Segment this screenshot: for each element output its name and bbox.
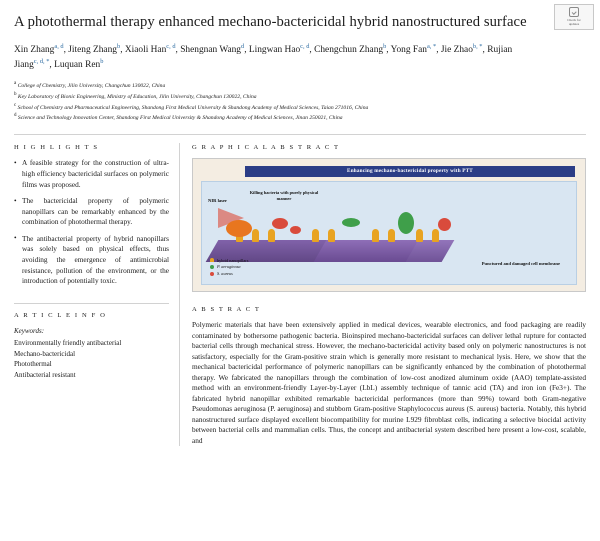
highlight-item: • The bactericidal property of polymeric nanopillars can be remarkably enhanced by the combination of photothermal therapy. (14, 196, 169, 228)
affiliation: a College of Chemistry, Jilin University, Changchun 130022, China (14, 80, 166, 89)
s-aureus-icon (290, 226, 301, 234)
author[interactable]: Jiteng Zhang$^b$ (68, 42, 121, 55)
author[interactable]: Luquan Ren$^b$ (54, 58, 104, 71)
highlight-item: • The antibacterial property of hybrid nanopillars was solely based on physical effects, thus avoiding the emergence of antimicrobial resistance, pollution of the environment, or the introduction of potentially toxic. (14, 234, 169, 287)
right-column (180, 143, 586, 446)
crossmark-line1: Check for (567, 18, 581, 22)
keywords-block (14, 326, 169, 381)
affiliation-list (14, 80, 586, 124)
keyword-item: Photothermal (14, 360, 52, 369)
crossmark-line2: updates (568, 22, 580, 27)
figure-canvas (201, 181, 577, 285)
nir-laser-label: NIR laser (208, 198, 228, 204)
figure-banner: Enhancing mechano-bactericidal property with PTT (245, 166, 575, 177)
affiliation: b Key Laboratory of Bionic Engineering, Ministry of Education, Jilin University, Changchun 130022, China (14, 91, 257, 100)
affiliation: d Science and Technology Innovation Center, Shandong First Medical University & Shandong Academy of Medical Sciences, Jinan 250021, China (14, 113, 343, 122)
keyword-item: Environmentally friendly antibacterial (14, 339, 122, 348)
two-column-body (14, 143, 586, 446)
nanopillar-icon (388, 229, 395, 242)
abstract-heading: A B S T R A C T (192, 306, 261, 314)
substrate-slab-secondary (314, 240, 455, 262)
nanopillar-icon (252, 229, 259, 242)
header-divider (14, 134, 586, 135)
affiliation: c School of Chemistry and Pharmaceutical Engineering, Shandong First Medical University & Shandong Academy of Medical Sciences, Taian 271016, China (14, 102, 369, 111)
crossmark-badge[interactable] (554, 4, 594, 30)
nanopillar-icon (312, 229, 319, 242)
figure-legend (210, 258, 248, 279)
crossmark-icon (569, 7, 579, 17)
s-aureus-icon (272, 218, 288, 229)
p-aeruginosa-swatch-icon (210, 265, 214, 269)
author[interactable]: Rujian Jiang$^{c, d, *}$ (14, 44, 513, 71)
author[interactable]: Xin Zhang$^{a, d}$ (14, 42, 64, 55)
left-column-divider (14, 303, 169, 304)
author[interactable]: Jie Zhao$^{b, *}$ (440, 42, 483, 55)
killing-bacteria-label: Killing bacteria with purely physical manner (249, 190, 319, 202)
legend-item: S. aureus (210, 271, 248, 277)
author[interactable]: Lingwan Hao$^{c, d}$ (248, 42, 310, 55)
nanopillar-icon (432, 229, 439, 242)
author[interactable]: Yong Fan$^{a, *}$ (390, 42, 437, 55)
heated-region-icon (226, 220, 252, 237)
keywords-label: Keywords: (14, 326, 45, 335)
p-aeruginosa-icon (398, 212, 414, 234)
s-aureus-icon (438, 218, 451, 231)
graphical-abstract-heading: G R A P H I C A L A B S T R A C T (192, 144, 340, 152)
author-list: Xin Zhang$^{a, d}$, Jiteng Zhang$^b$, Xiaoli Han$^{c, d}$, Shengnan Wang$^d$, Lingwan Hao$^{c, d}$, Chengchun Zhang$^b$, Yong Fan$^{a, *}$, Jie Zhao$^{b, *}$, Rujian Jiang$^{c, d, *}$, Luquan Ren$^b$ (14, 42, 513, 71)
highlights-heading: H I G H L I G H T S (14, 144, 99, 152)
graphical-abstract-figure (192, 158, 586, 292)
nanopillar-icon (416, 229, 423, 242)
abstract-text: Polymeric materials that have been extensively applied in medical devices, wearable electronics, and food packaging are readily contaminated by bothersome pathogenic bacteria. Bioinspired mechano-bactericidal surfaces can deliver lethal rupture for contacted bacterial cells through mechanical stress. However, the mechano-bactericidal activity based only on polymeric nanostructures is not satisfactory, especially for the Gram-positive strain which is generally more resistant to mechanical lysis. Here, we show that the mechanical bactericidal performance of polymeric nanopillars can be significantly enhanced by the combination of photothermal therapy. We fabricated the nanopillars through the combination of low-cost anodized aluminum oxide (AAO) template-assisted method with an environment-friendly Layer-by-Layer (LbL) assembly technique of tannic acid (TA) and iron ion (Fe3+). The fabricated hybrid nanopillar exhibited remarkable bactericidal performances (more than 99%) toward both Gram-negative Pseudomonas aeruginosa (P. aeruginosa) and stubborn Gram-positive Staphylococcus aureus (S. aureus) bacteria. Notably, this hybrid nanostructured surface displayed excellent biocompatibility for murine L929 fibroblast cells, indicating a selective biocidal activity between bacterial cells and mammalian cells. Thus, the concept and antibacterial system described here present a low-cost, scalable, and (192, 320, 586, 445)
left-column (14, 143, 180, 446)
legend-item: P. aeruginosa (210, 264, 248, 270)
author[interactable]: Xiaoli Han$^{c, d}$ (124, 42, 176, 55)
keyword-item: Antibacterial resistant (14, 370, 76, 379)
keyword-item: Mechano-bactericidal (14, 349, 76, 358)
s-aureus-swatch-icon (210, 272, 214, 276)
author[interactable]: Chengchun Zhang$^b$ (314, 42, 387, 55)
page-title: A photothermal therapy enhanced mechano-bactericidal hybrid nanostructured surface (14, 14, 527, 30)
nanopillar-icon (268, 229, 275, 242)
nanopillar-icon (372, 229, 379, 242)
legend-item: hybrid nanopillars (210, 258, 248, 264)
author[interactable]: Shengnan Wang$^d$ (180, 42, 245, 55)
highlights-list (14, 158, 169, 286)
p-aeruginosa-icon (342, 218, 360, 227)
article-info-heading: A R T I C L E I N F O (14, 311, 107, 319)
nanopillar-swatch-icon (210, 258, 214, 262)
highlight-item: • A feasible strategy for the construction of ultra-high efficiency bactericidal surfaces on polymeric films was proposed. (14, 158, 169, 190)
nanopillar-icon (328, 229, 335, 242)
punctured-membrane-label: Punctured and damaged cell membrane (481, 261, 560, 267)
